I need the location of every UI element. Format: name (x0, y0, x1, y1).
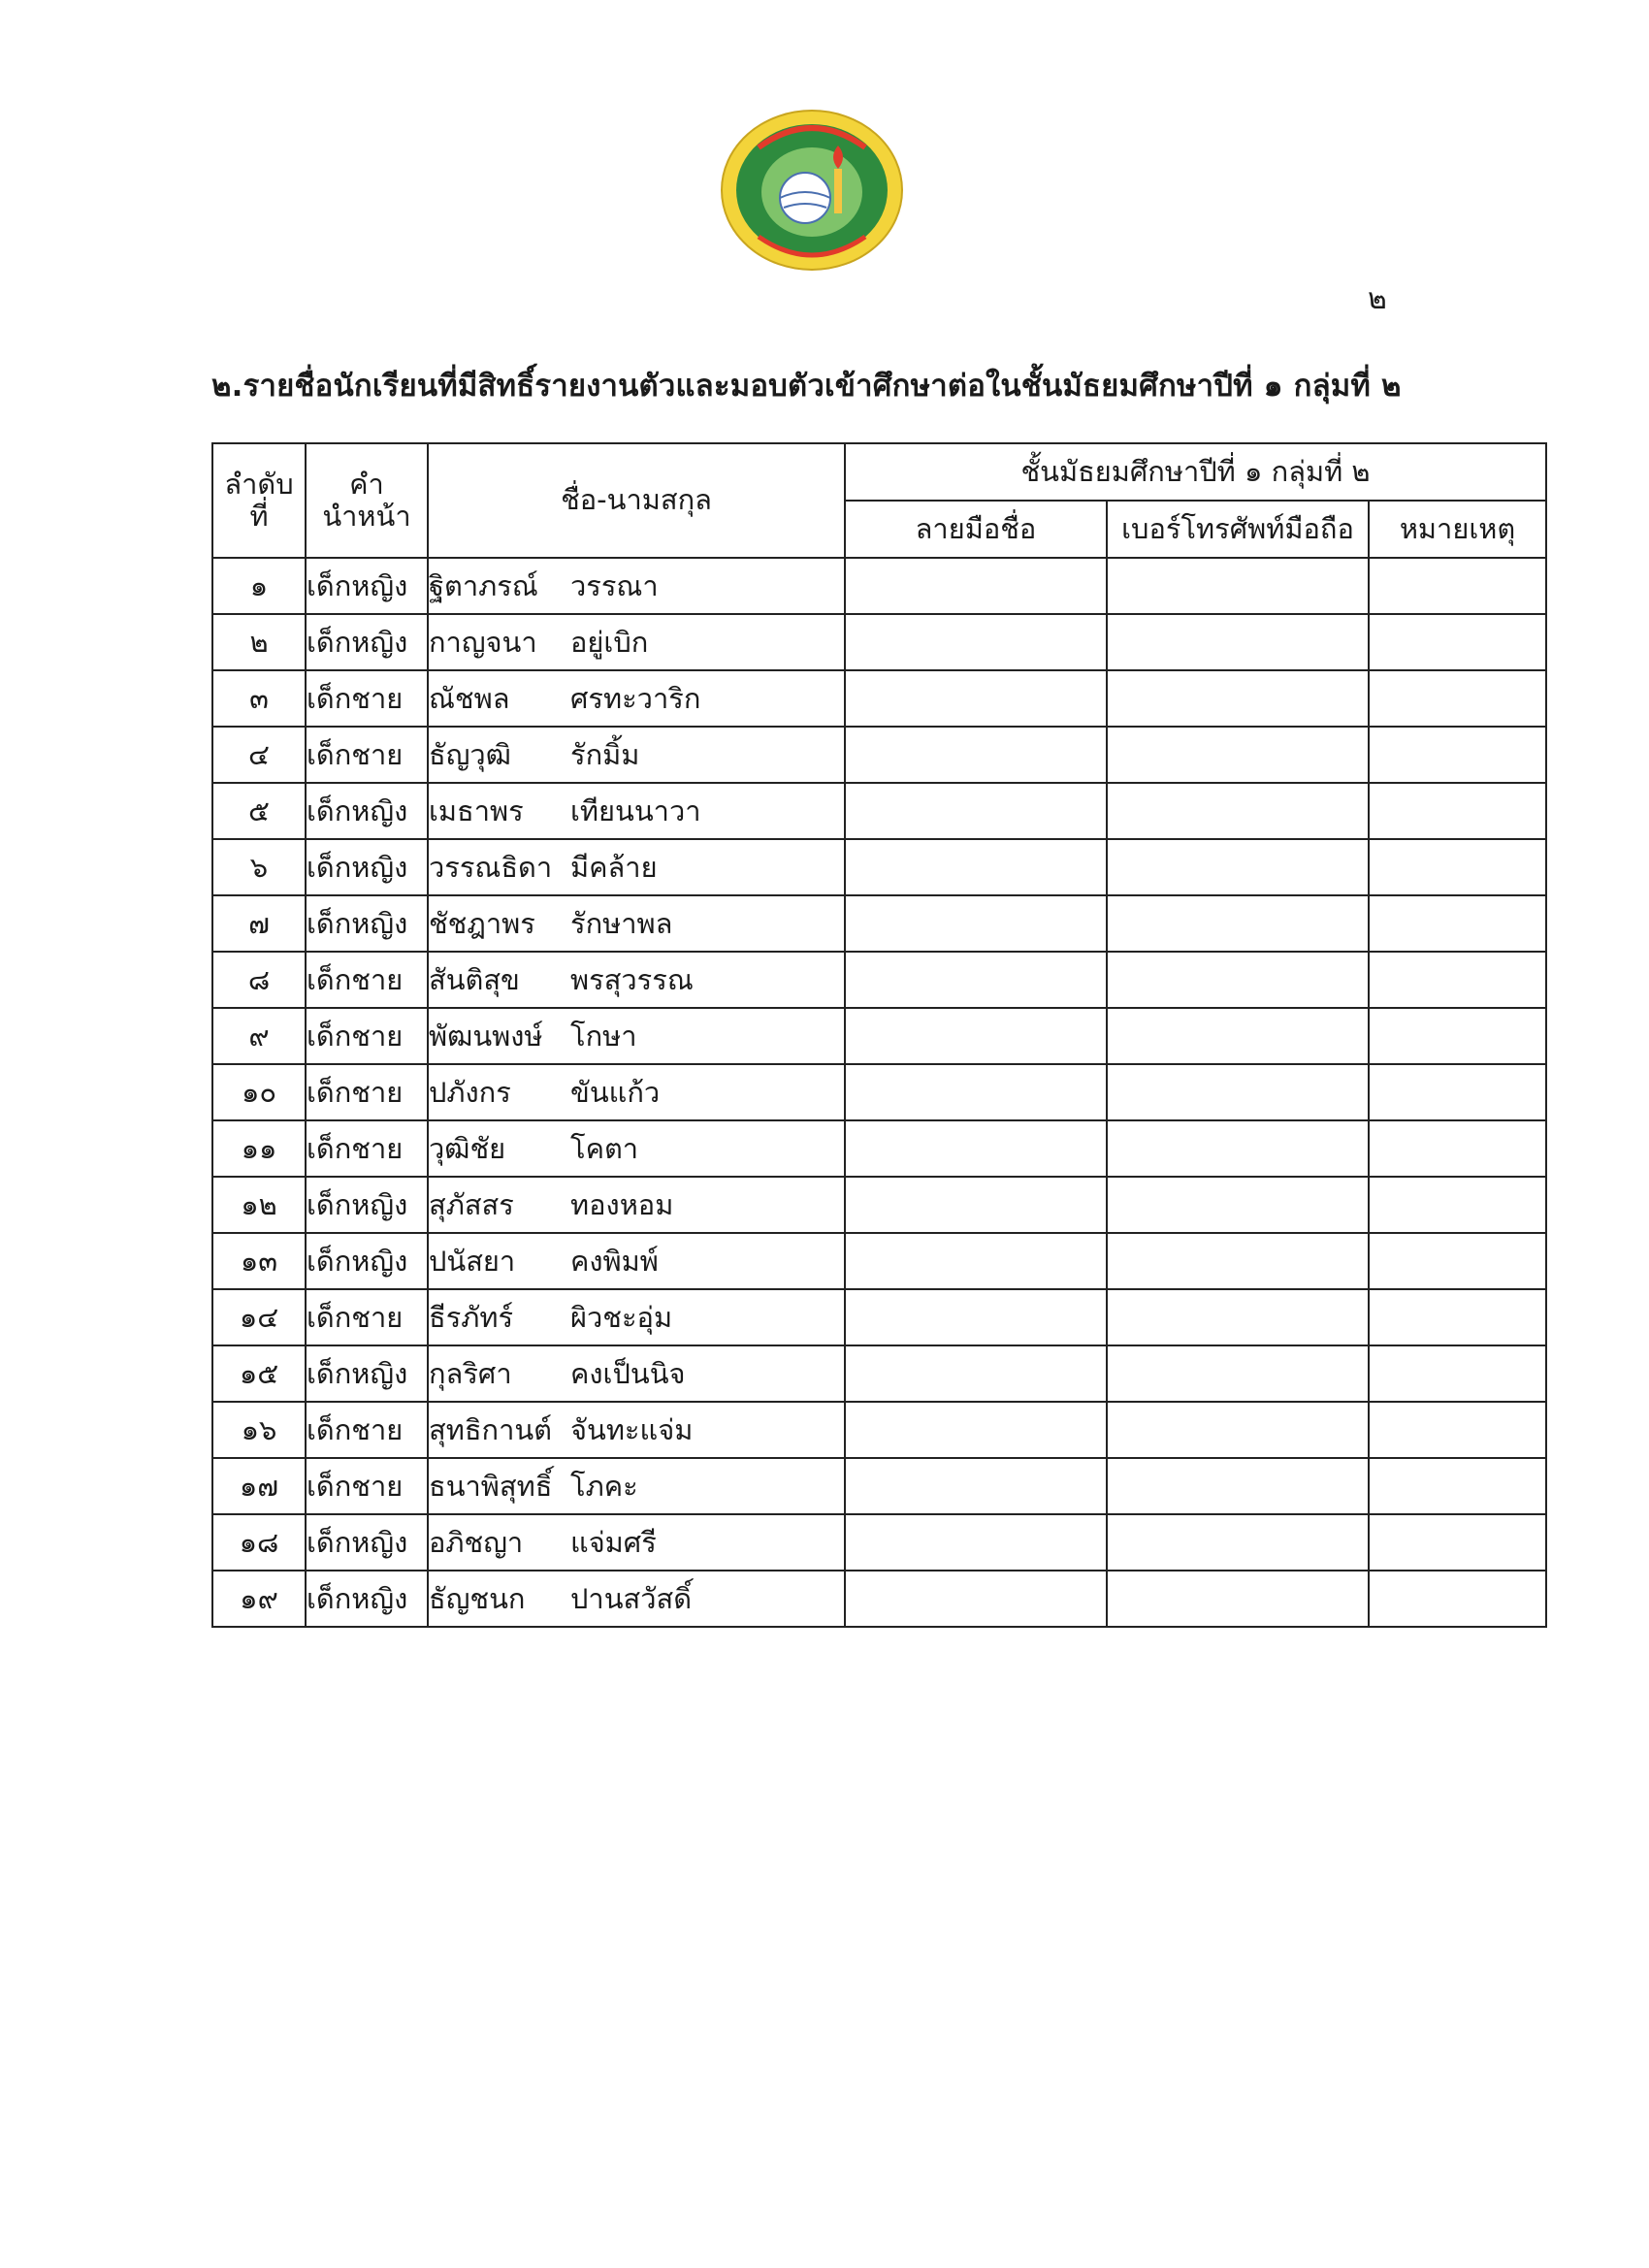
row-prefix: เด็กหญิง (306, 839, 428, 895)
note-cell[interactable] (1369, 1177, 1546, 1233)
school-logo (720, 109, 904, 272)
first-name: กาญจนา (429, 626, 537, 659)
first-name: ปภังกร (429, 1076, 511, 1109)
first-name: ธัญวุฒิ (429, 738, 511, 771)
header-order-number: ลำดับ ที่ (212, 443, 306, 558)
row-number: ๑๕ (212, 1345, 306, 1402)
row-number: ๑๓ (212, 1233, 306, 1289)
signature-cell[interactable] (845, 727, 1107, 783)
phone-cell[interactable] (1107, 1458, 1369, 1514)
row-prefix: เด็กหญิง (306, 1345, 428, 1402)
table-row (212, 783, 1546, 839)
first-name: พัฒนพงษ์ (429, 1020, 543, 1053)
note-cell[interactable] (1369, 1402, 1546, 1458)
note-cell[interactable] (1369, 1458, 1546, 1514)
note-cell[interactable] (1369, 614, 1546, 670)
note-cell[interactable] (1369, 670, 1546, 727)
row-prefix: เด็กชาย (306, 1008, 428, 1064)
row-prefix: เด็กชาย (306, 727, 428, 783)
row-name (428, 1402, 845, 1458)
first-name: ธัญชนก (429, 1582, 526, 1615)
row-name (428, 727, 845, 783)
last-name: แจ่มศรี (570, 1526, 657, 1559)
table-row (212, 1120, 1546, 1177)
table-row (212, 1064, 1546, 1120)
row-name (428, 1233, 845, 1289)
row-number: ๑๗ (212, 1458, 306, 1514)
phone-cell[interactable] (1107, 1177, 1369, 1233)
first-name: ฐิตาภรณ์ (429, 569, 538, 602)
signature-cell[interactable] (845, 1064, 1107, 1120)
table-row (212, 1571, 1546, 1627)
table-row (212, 1402, 1546, 1458)
signature-cell[interactable] (845, 1008, 1107, 1064)
phone-cell[interactable] (1107, 1571, 1369, 1627)
signature-cell[interactable] (845, 670, 1107, 727)
signature-cell[interactable] (845, 1514, 1107, 1571)
table-row (212, 1289, 1546, 1345)
row-prefix: เด็กหญิง (306, 895, 428, 952)
table-row (212, 895, 1546, 952)
phone-cell[interactable] (1107, 558, 1369, 614)
note-cell[interactable] (1369, 558, 1546, 614)
note-cell[interactable] (1369, 1120, 1546, 1177)
row-prefix: เด็กหญิง (306, 614, 428, 670)
phone-cell[interactable] (1107, 1402, 1369, 1458)
last-name: มีคล้าย (570, 851, 658, 884)
table-row (212, 558, 1546, 614)
row-name (428, 1345, 845, 1402)
phone-cell[interactable] (1107, 1008, 1369, 1064)
last-name: คงพิมพ์ (570, 1245, 659, 1278)
table-row (212, 1345, 1546, 1402)
phone-cell[interactable] (1107, 1514, 1369, 1571)
row-number: ๘ (212, 952, 306, 1008)
last-name: เทียนนาวา (570, 794, 701, 827)
row-prefix: เด็กหญิง (306, 783, 428, 839)
row-name (428, 670, 845, 727)
note-cell[interactable] (1369, 952, 1546, 1008)
signature-cell[interactable] (845, 1571, 1107, 1627)
first-name: ธีรภัทร์ (429, 1301, 514, 1334)
row-name (428, 1289, 845, 1345)
row-name (428, 1571, 845, 1627)
row-prefix: เด็กชาย (306, 952, 428, 1008)
row-number: ๕ (212, 783, 306, 839)
last-name: ปานสวัสดิ์ (570, 1582, 693, 1615)
last-name: ศรทะวาริก (570, 682, 701, 715)
first-name: ณัชพล (429, 682, 510, 715)
row-name (428, 1120, 845, 1177)
last-name: ผิวชะอุ่ม (570, 1301, 673, 1334)
last-name: คงเป็นนิจ (570, 1357, 686, 1390)
row-name (428, 783, 845, 839)
first-name: สุภัสสร (429, 1188, 514, 1221)
row-number: ๑๙ (212, 1571, 306, 1627)
table-row (212, 1177, 1546, 1233)
row-name (428, 1177, 845, 1233)
table-row (212, 952, 1546, 1008)
row-number: ๒ (212, 614, 306, 670)
row-prefix: เด็กหญิง (306, 1571, 428, 1627)
row-number: ๓ (212, 670, 306, 727)
page-number: ๒ (1368, 282, 1387, 316)
signature-cell[interactable] (845, 952, 1107, 1008)
signature-cell[interactable] (845, 783, 1107, 839)
first-name: อภิชญา (429, 1526, 524, 1559)
first-name: เมธาพร (429, 794, 524, 827)
phone-cell[interactable] (1107, 839, 1369, 895)
phone-cell[interactable] (1107, 1233, 1369, 1289)
row-number: ๗ (212, 895, 306, 952)
row-prefix: เด็กชาย (306, 1402, 428, 1458)
signature-cell[interactable] (845, 895, 1107, 952)
row-name (428, 1064, 845, 1120)
last-name: รักษาพล (570, 907, 673, 940)
signature-cell[interactable] (845, 1233, 1107, 1289)
header-name: ชื่อ-นามสกุล (428, 443, 845, 558)
phone-cell[interactable] (1107, 1345, 1369, 1402)
last-name: โภคะ (570, 1470, 638, 1503)
last-name: รักมิ้ม (570, 738, 640, 771)
phone-cell[interactable] (1107, 670, 1369, 727)
signature-cell[interactable] (845, 1458, 1107, 1514)
phone-cell[interactable] (1107, 727, 1369, 783)
note-cell[interactable] (1369, 1289, 1546, 1345)
last-name: โคตา (570, 1132, 639, 1165)
header-class-group: ชั้นมัธยมศึกษาปีที่ ๑ กลุ่มที่ ๒ (845, 443, 1546, 501)
row-number: ๑๐ (212, 1064, 306, 1120)
row-number: ๑๖ (212, 1402, 306, 1458)
row-name (428, 1514, 845, 1571)
row-prefix: เด็กชาย (306, 1064, 428, 1120)
row-number: ๙ (212, 1008, 306, 1064)
table-row (212, 1008, 1546, 1064)
phone-cell[interactable] (1107, 895, 1369, 952)
row-prefix: เด็กหญิง (306, 1177, 428, 1233)
table-row (212, 1458, 1546, 1514)
row-prefix: เด็กชาย (306, 670, 428, 727)
table-row (212, 1233, 1546, 1289)
signature-cell[interactable] (845, 1402, 1107, 1458)
first-name: สุทธิกานต์ (429, 1413, 553, 1446)
signature-cell[interactable] (845, 558, 1107, 614)
phone-cell[interactable] (1107, 1120, 1369, 1177)
row-name (428, 558, 845, 614)
table-row (212, 614, 1546, 670)
row-prefix: เด็กชาย (306, 1458, 428, 1514)
table-row (212, 670, 1546, 727)
row-number: ๑ (212, 558, 306, 614)
table-row (212, 1514, 1546, 1571)
last-name: โกษา (570, 1020, 637, 1053)
phone-cell[interactable] (1107, 952, 1369, 1008)
signature-cell[interactable] (845, 1120, 1107, 1177)
header-prefix: คำ นำหน้า (306, 443, 428, 558)
last-name: พรสุวรรณ (570, 963, 694, 996)
note-cell[interactable] (1369, 839, 1546, 895)
row-name (428, 614, 845, 670)
last-name: ขันแก้ว (570, 1076, 661, 1109)
signature-cell[interactable] (845, 1345, 1107, 1402)
first-name: ธนาพิสุทธิ์ (429, 1470, 553, 1503)
first-name: สันติสุข (429, 963, 520, 996)
row-prefix: เด็กชาย (306, 1120, 428, 1177)
row-prefix: เด็กหญิง (306, 1233, 428, 1289)
note-cell[interactable] (1369, 1233, 1546, 1289)
first-name: กุลริศา (429, 1357, 512, 1390)
row-number: ๔ (212, 727, 306, 783)
header-note: หมายเหตุ (1369, 501, 1546, 558)
row-name (428, 1008, 845, 1064)
first-name: ชัชฎาพร (429, 907, 535, 940)
roster-body (212, 558, 1546, 1627)
last-name: อยู่เบิก (570, 626, 649, 659)
note-cell[interactable] (1369, 1514, 1546, 1571)
first-name: ปนัสยา (429, 1245, 516, 1278)
row-number: ๑๒ (212, 1177, 306, 1233)
last-name: ทองหอม (570, 1188, 674, 1221)
table-row (212, 727, 1546, 783)
header-signature: ลายมือชื่อ (845, 501, 1107, 558)
student-roster-table (211, 442, 1547, 1628)
signature-cell[interactable] (845, 1289, 1107, 1345)
row-number: ๑๘ (212, 1514, 306, 1571)
note-cell[interactable] (1369, 1008, 1546, 1064)
phone-cell[interactable] (1107, 614, 1369, 670)
row-name (428, 952, 845, 1008)
last-name: วรรณา (570, 569, 659, 602)
note-cell[interactable] (1369, 895, 1546, 952)
document-heading: ๒.รายชื่อนักเรียนที่มีสิทธิ์รายงานตัวและมอบตัวเข้าศึกษาต่อในชั้นมัธยมศึกษาปีที่ ๑ กลุ่มที่ ๒ (211, 369, 1402, 404)
row-name (428, 1458, 845, 1514)
signature-cell[interactable] (845, 839, 1107, 895)
row-number: ๑๑ (212, 1120, 306, 1177)
last-name: จันทะแจ่ม (570, 1413, 694, 1446)
signature-cell[interactable] (845, 614, 1107, 670)
note-cell[interactable] (1369, 783, 1546, 839)
signature-cell[interactable] (845, 1177, 1107, 1233)
note-cell[interactable] (1369, 1064, 1546, 1120)
note-cell[interactable] (1369, 1571, 1546, 1627)
table-row (212, 839, 1546, 895)
row-name (428, 895, 845, 952)
row-prefix: เด็กชาย (306, 1289, 428, 1345)
note-cell[interactable] (1369, 727, 1546, 783)
header-phone: เบอร์โทรศัพท์มือถือ (1107, 501, 1369, 558)
row-name (428, 839, 845, 895)
row-number: ๖ (212, 839, 306, 895)
first-name: วุฒิชัย (429, 1132, 506, 1165)
row-number: ๑๔ (212, 1289, 306, 1345)
note-cell[interactable] (1369, 1345, 1546, 1402)
first-name: วรรณธิดา (429, 851, 553, 884)
row-prefix: เด็กหญิง (306, 1514, 428, 1571)
phone-cell[interactable] (1107, 1064, 1369, 1120)
phone-cell[interactable] (1107, 783, 1369, 839)
row-prefix: เด็กหญิง (306, 558, 428, 614)
phone-cell[interactable] (1107, 1289, 1369, 1345)
